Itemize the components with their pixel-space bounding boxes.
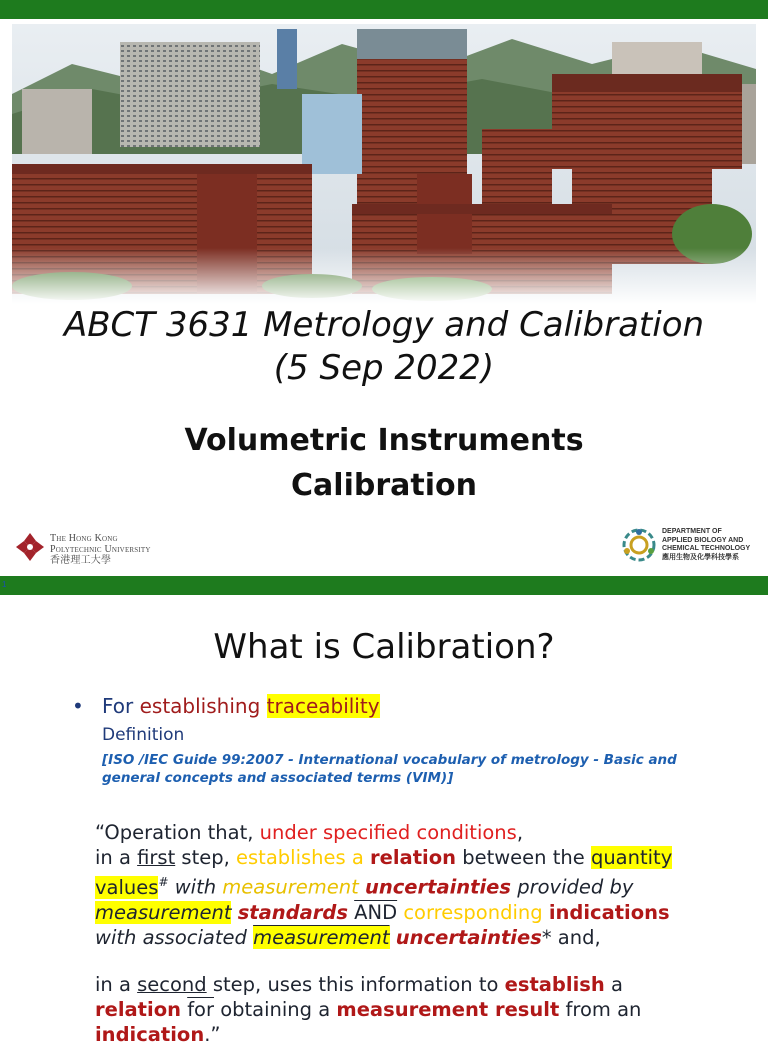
bottom-green-bar xyxy=(0,576,768,595)
text: measurement xyxy=(253,925,390,949)
text: “Operation that, xyxy=(95,821,260,844)
text: establish xyxy=(504,972,605,996)
text: under specified conditions xyxy=(259,821,517,844)
text: , xyxy=(516,821,524,844)
polyu-line3: 香港理工大學 xyxy=(50,555,112,566)
text: in a xyxy=(95,972,138,996)
bullet-highlight: traceability xyxy=(266,694,380,718)
vim-reference: [ISO /IEC Guide 99:2007 - International vocabulary of metrology - Basic and general concepts and associated terms (VIM)] xyxy=(102,752,677,786)
quote-line xyxy=(95,845,755,870)
bullet-icon: • xyxy=(72,694,84,718)
text: .” xyxy=(204,1022,221,1046)
text: * and, xyxy=(541,925,601,949)
text: values xyxy=(95,875,159,899)
abct-emblem-icon xyxy=(620,526,658,564)
slide-title: What is Calibration? xyxy=(213,627,555,667)
subtitle-line2: Calibration xyxy=(291,468,477,503)
text: obtaining a xyxy=(214,997,337,1021)
course-title-line2: (5 Sep 2022) xyxy=(273,348,495,388)
text: relation xyxy=(95,997,181,1021)
quote-line xyxy=(95,900,755,925)
course-title-line1: ABCT 3631 Metrology and Calibration xyxy=(63,305,705,345)
text: between xyxy=(456,846,553,869)
text: with xyxy=(168,875,223,899)
text: quantity xyxy=(590,846,673,869)
text: # xyxy=(158,875,169,889)
polyu-line1: The Hong Kong xyxy=(50,533,118,544)
text: first xyxy=(137,846,176,869)
quote-line xyxy=(95,870,755,900)
campus-photo xyxy=(12,24,756,304)
bullet-point xyxy=(72,691,380,721)
quote-line xyxy=(95,1022,755,1047)
quote-line xyxy=(95,997,755,1022)
text: measurement xyxy=(95,900,232,924)
dept-line1: DEPARTMENT OF xyxy=(662,528,722,535)
text: uncertainties xyxy=(364,875,512,899)
text: corresponding xyxy=(403,900,543,924)
polyu-wordmark xyxy=(50,533,151,566)
quote-line xyxy=(95,820,755,845)
text: uncertainties xyxy=(395,925,542,949)
department-wordmark xyxy=(662,528,750,562)
dept-line3: CHEMICAL TECHNOLOGY xyxy=(662,545,751,552)
dept-line4: 應用生物及化學科技學系 xyxy=(662,553,739,561)
text: standards xyxy=(237,900,348,924)
text: relation xyxy=(370,846,456,869)
text: step, uses this information to xyxy=(206,972,505,996)
quote-line xyxy=(95,925,755,950)
text: step, xyxy=(175,846,237,869)
lecture-subtitle xyxy=(0,418,768,508)
slide-number: 1 xyxy=(2,580,7,589)
text: from an xyxy=(559,997,642,1021)
text: in a xyxy=(95,846,138,869)
text: the xyxy=(552,846,591,869)
quote-line xyxy=(95,972,755,997)
text: $\overline{AND}$ xyxy=(354,900,398,924)
definition-quote xyxy=(95,820,755,1047)
text: a xyxy=(604,972,623,996)
definition-label: Definition xyxy=(102,725,185,745)
bullet-emphasis: establishing xyxy=(139,694,261,718)
text: $\overline{for}$ xyxy=(187,997,214,1021)
text: with associated xyxy=(95,925,254,949)
text: establishes a xyxy=(236,846,371,869)
text: measurement xyxy=(222,875,359,899)
text: measurement result xyxy=(336,997,560,1021)
top-green-bar xyxy=(0,0,768,19)
bullet-prefix: For xyxy=(102,694,134,718)
text: provided by xyxy=(511,875,634,899)
course-title xyxy=(0,304,768,390)
dept-line2: APPLIED BIOLOGY AND xyxy=(662,536,744,544)
polyu-line2: Polytechnic University xyxy=(50,544,151,555)
polyu-logo xyxy=(14,531,194,567)
polyu-emblem-icon xyxy=(14,531,46,563)
text: indication xyxy=(95,1022,205,1046)
department-logo xyxy=(620,526,760,568)
text: indications xyxy=(548,900,670,924)
paragraph-gap xyxy=(95,950,755,972)
subtitle-line1: Volumetric Instruments xyxy=(184,423,584,458)
text: second xyxy=(137,972,207,996)
calibration-definition-slide xyxy=(0,595,768,1046)
